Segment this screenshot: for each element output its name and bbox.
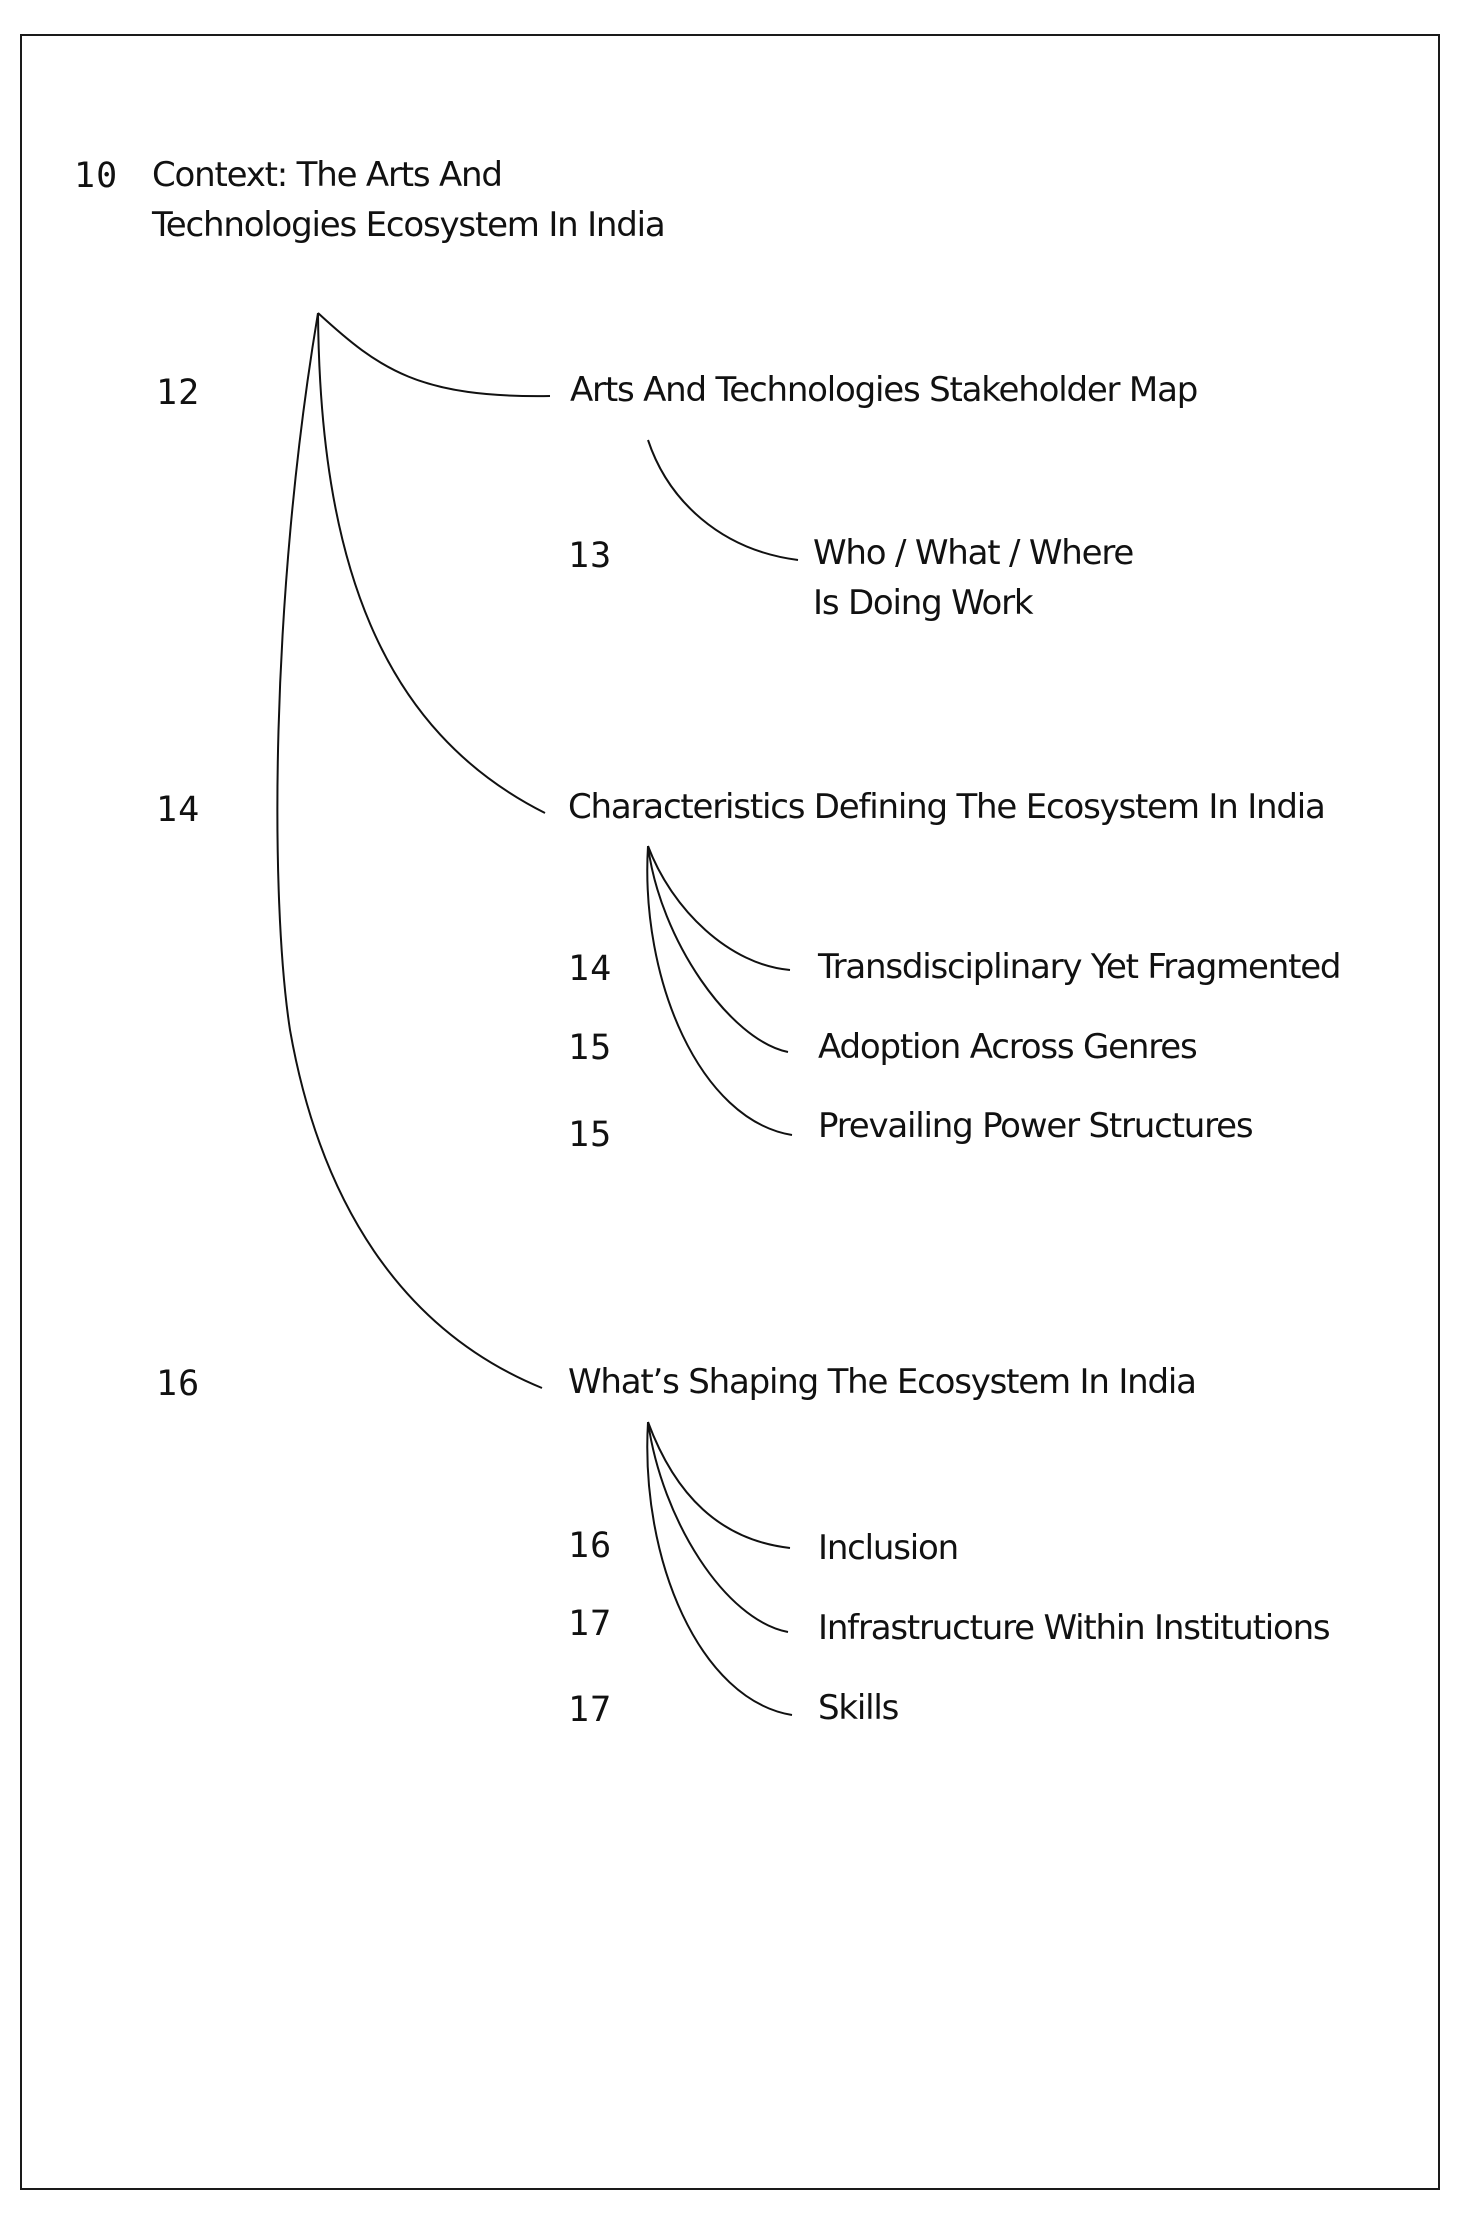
toc-section-3-child-2-page-number: 17 — [568, 1604, 613, 1644]
toc-section-3-child-1-title[interactable]: Inclusion — [818, 1528, 958, 1568]
toc-section-3-page-number: 16 — [156, 1364, 201, 1404]
toc-section-3-child-3-title[interactable]: Skills — [818, 1688, 899, 1728]
toc-section-1-child-1-page-number: 13 — [568, 536, 613, 576]
connector-characteristics-to-transdisciplinary — [648, 846, 790, 970]
toc-section-1-child-1-title[interactable] — [813, 528, 1133, 628]
toc-section-1-child-1-title-line-1: Who / What / Where — [813, 533, 1134, 573]
toc-section-2-page-number: 14 — [156, 790, 201, 830]
toc-section-3-title[interactable]: What’s Shaping The Ecosystem In India — [568, 1362, 1196, 1402]
toc-section-3-child-1-page-number: 16 — [568, 1526, 613, 1566]
connector-shaping-to-infrastructure — [648, 1422, 788, 1632]
toc-section-3-child-2-title[interactable]: Infrastructure Within Institutions — [818, 1608, 1330, 1648]
connector-main-to-stakeholder-map — [318, 313, 550, 396]
toc-section-2-child-1-page-number: 14 — [568, 949, 613, 989]
toc-main-title[interactable] — [152, 150, 665, 250]
toc-section-2-child-1-title[interactable]: Transdisciplinary Yet Fragmented — [818, 947, 1341, 987]
toc-section-1-title[interactable]: Arts And Technologies Stakeholder Map — [570, 370, 1198, 410]
connector-shaping-to-inclusion — [648, 1422, 790, 1548]
toc-section-1-child-1-title-line-2: Is Doing Work — [813, 583, 1033, 623]
toc-section-2-child-3-title[interactable]: Prevailing Power Structures — [818, 1106, 1253, 1146]
toc-main-title-line-1: Context: The Arts And — [152, 155, 502, 195]
toc-section-1-page-number: 12 — [156, 373, 201, 413]
connector-main-to-shaping — [277, 313, 542, 1388]
connector-characteristics-to-adoption — [648, 846, 788, 1052]
toc-main-page-number: 10 — [74, 156, 119, 196]
toc-section-2-child-2-title[interactable]: Adoption Across Genres — [818, 1027, 1197, 1067]
connector-stakeholder-to-who-what-where — [648, 440, 798, 560]
toc-section-2-title[interactable]: Characteristics Defining The Ecosystem In India — [568, 787, 1325, 827]
toc-section-2-child-3-page-number: 15 — [568, 1115, 613, 1155]
connector-main-to-characteristics — [318, 313, 545, 813]
toc-section-2-child-2-page-number: 15 — [568, 1028, 613, 1068]
toc-main-title-line-2: Technologies Ecosystem In India — [152, 205, 665, 245]
toc-section-3-child-3-page-number: 17 — [568, 1690, 613, 1730]
